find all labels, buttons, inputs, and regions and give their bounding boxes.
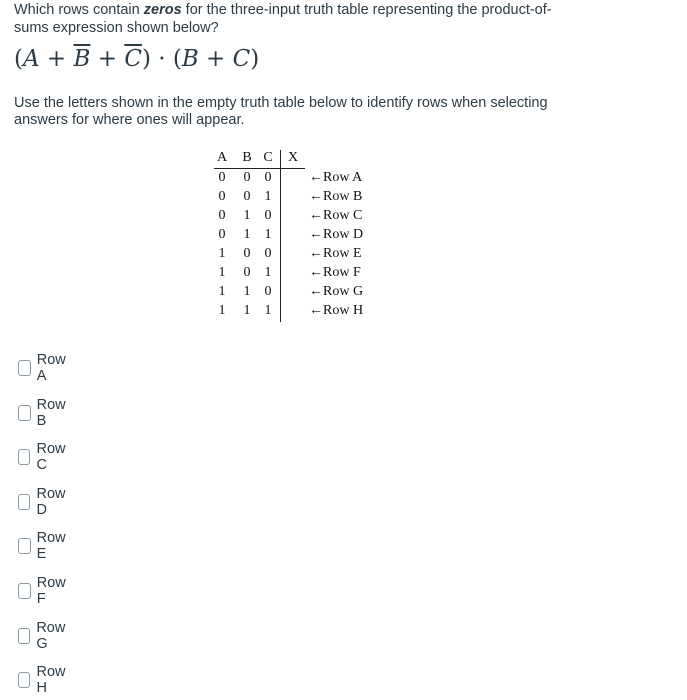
- truth-table-cell: 1: [218, 284, 226, 299]
- instruction-text: Use the letters shown in the empty truth table below to identify rows when selecting answers for where ones will appear.: [14, 95, 548, 128]
- boolean-expression: [14, 46, 259, 72]
- truth-table-cell: 0: [243, 170, 251, 185]
- truth-table-row-label: ←Row G: [309, 284, 364, 299]
- option-checkbox[interactable]: [18, 494, 30, 510]
- option-row-a[interactable]: [18, 352, 69, 384]
- truth-table-header-a: A: [216, 150, 228, 165]
- option-label: Row F: [36, 575, 66, 607]
- truth-table-cell: 0: [264, 170, 272, 185]
- truth-table-row-label: ←Row D: [309, 227, 364, 242]
- truth-table-cell: 0: [264, 284, 272, 299]
- truth-table-cell: 0: [264, 208, 272, 223]
- option-row-d[interactable]: [18, 485, 69, 518]
- truth-table-row-label: ←Row C: [309, 208, 363, 223]
- truth-table-row-label: ←Row E: [309, 246, 362, 261]
- option-checkbox[interactable]: [18, 405, 31, 421]
- option-checkbox[interactable]: [18, 449, 30, 465]
- truth-table-cell: 1: [218, 246, 226, 261]
- option-row-g[interactable]: [18, 619, 69, 652]
- truth-table-row-label: ←Row A: [309, 170, 363, 185]
- option-row-f[interactable]: [18, 575, 69, 607]
- truth-table-divider: [280, 150, 281, 322]
- truth-table-row-label: ←Row H: [309, 303, 364, 318]
- truth-table-cell: 1: [218, 265, 226, 280]
- option-checkbox[interactable]: [18, 672, 30, 688]
- truth-table-cell: 0: [218, 170, 226, 185]
- question-emphasis: zeros: [143, 2, 182, 18]
- truth-table-row-label: ←Row B: [309, 189, 363, 204]
- truth-table-cell: 0: [243, 246, 251, 261]
- option-label: Row A: [36, 352, 66, 384]
- option-label: Row C: [36, 441, 66, 474]
- option-label: Row D: [36, 485, 66, 518]
- truth-table-cell: 0: [264, 246, 272, 261]
- truth-table-cell: 1: [243, 227, 251, 242]
- option-checkbox[interactable]: [18, 628, 30, 644]
- option-checkbox[interactable]: [18, 360, 31, 376]
- truth-table-header-x: X: [287, 150, 299, 165]
- truth-table-row-label: ←Row F: [309, 265, 361, 280]
- truth-table-cell: 1: [264, 265, 272, 280]
- truth-table-header-b: B: [242, 150, 252, 165]
- question-suffix: for the three-input truth table representing the product-of-sums expression shown below?: [14, 2, 552, 36]
- truth-table-cell: 0: [218, 189, 226, 204]
- option-row-e[interactable]: [18, 530, 69, 563]
- option-checkbox[interactable]: [18, 583, 31, 599]
- option-label: Row G: [36, 619, 66, 652]
- truth-table-header-c: C: [263, 150, 273, 165]
- option-row-h[interactable]: [18, 664, 69, 697]
- option-row-b[interactable]: [18, 396, 69, 429]
- truth-table-cell: 0: [218, 208, 226, 223]
- option-label: Row H: [36, 664, 66, 697]
- truth-table-cell: 1: [243, 208, 251, 223]
- truth-table-cell: 1: [264, 189, 272, 204]
- expression-visual: $(A + \overline{B} + \overline{C}) \cdot (B + C)$: [14, 46, 260, 72]
- truth-table-cell: 1: [243, 303, 251, 318]
- option-checkbox[interactable]: [18, 538, 31, 554]
- truth-table-cell: 1: [243, 284, 251, 299]
- truth-table-cell: 0: [243, 189, 251, 204]
- truth-table-cell: 1: [264, 227, 272, 242]
- option-label: Row E: [36, 530, 66, 563]
- truth-table-cell: 0: [218, 227, 226, 242]
- truth-table-cell: 1: [264, 303, 272, 318]
- truth-table-cell: 0: [243, 265, 251, 280]
- question-text: [14, 1, 574, 37]
- question-prefix: Which rows contain: [14, 2, 144, 18]
- option-row-c[interactable]: [18, 441, 69, 474]
- truth-table-cell: 1: [218, 303, 226, 318]
- option-label: Row B: [36, 396, 66, 429]
